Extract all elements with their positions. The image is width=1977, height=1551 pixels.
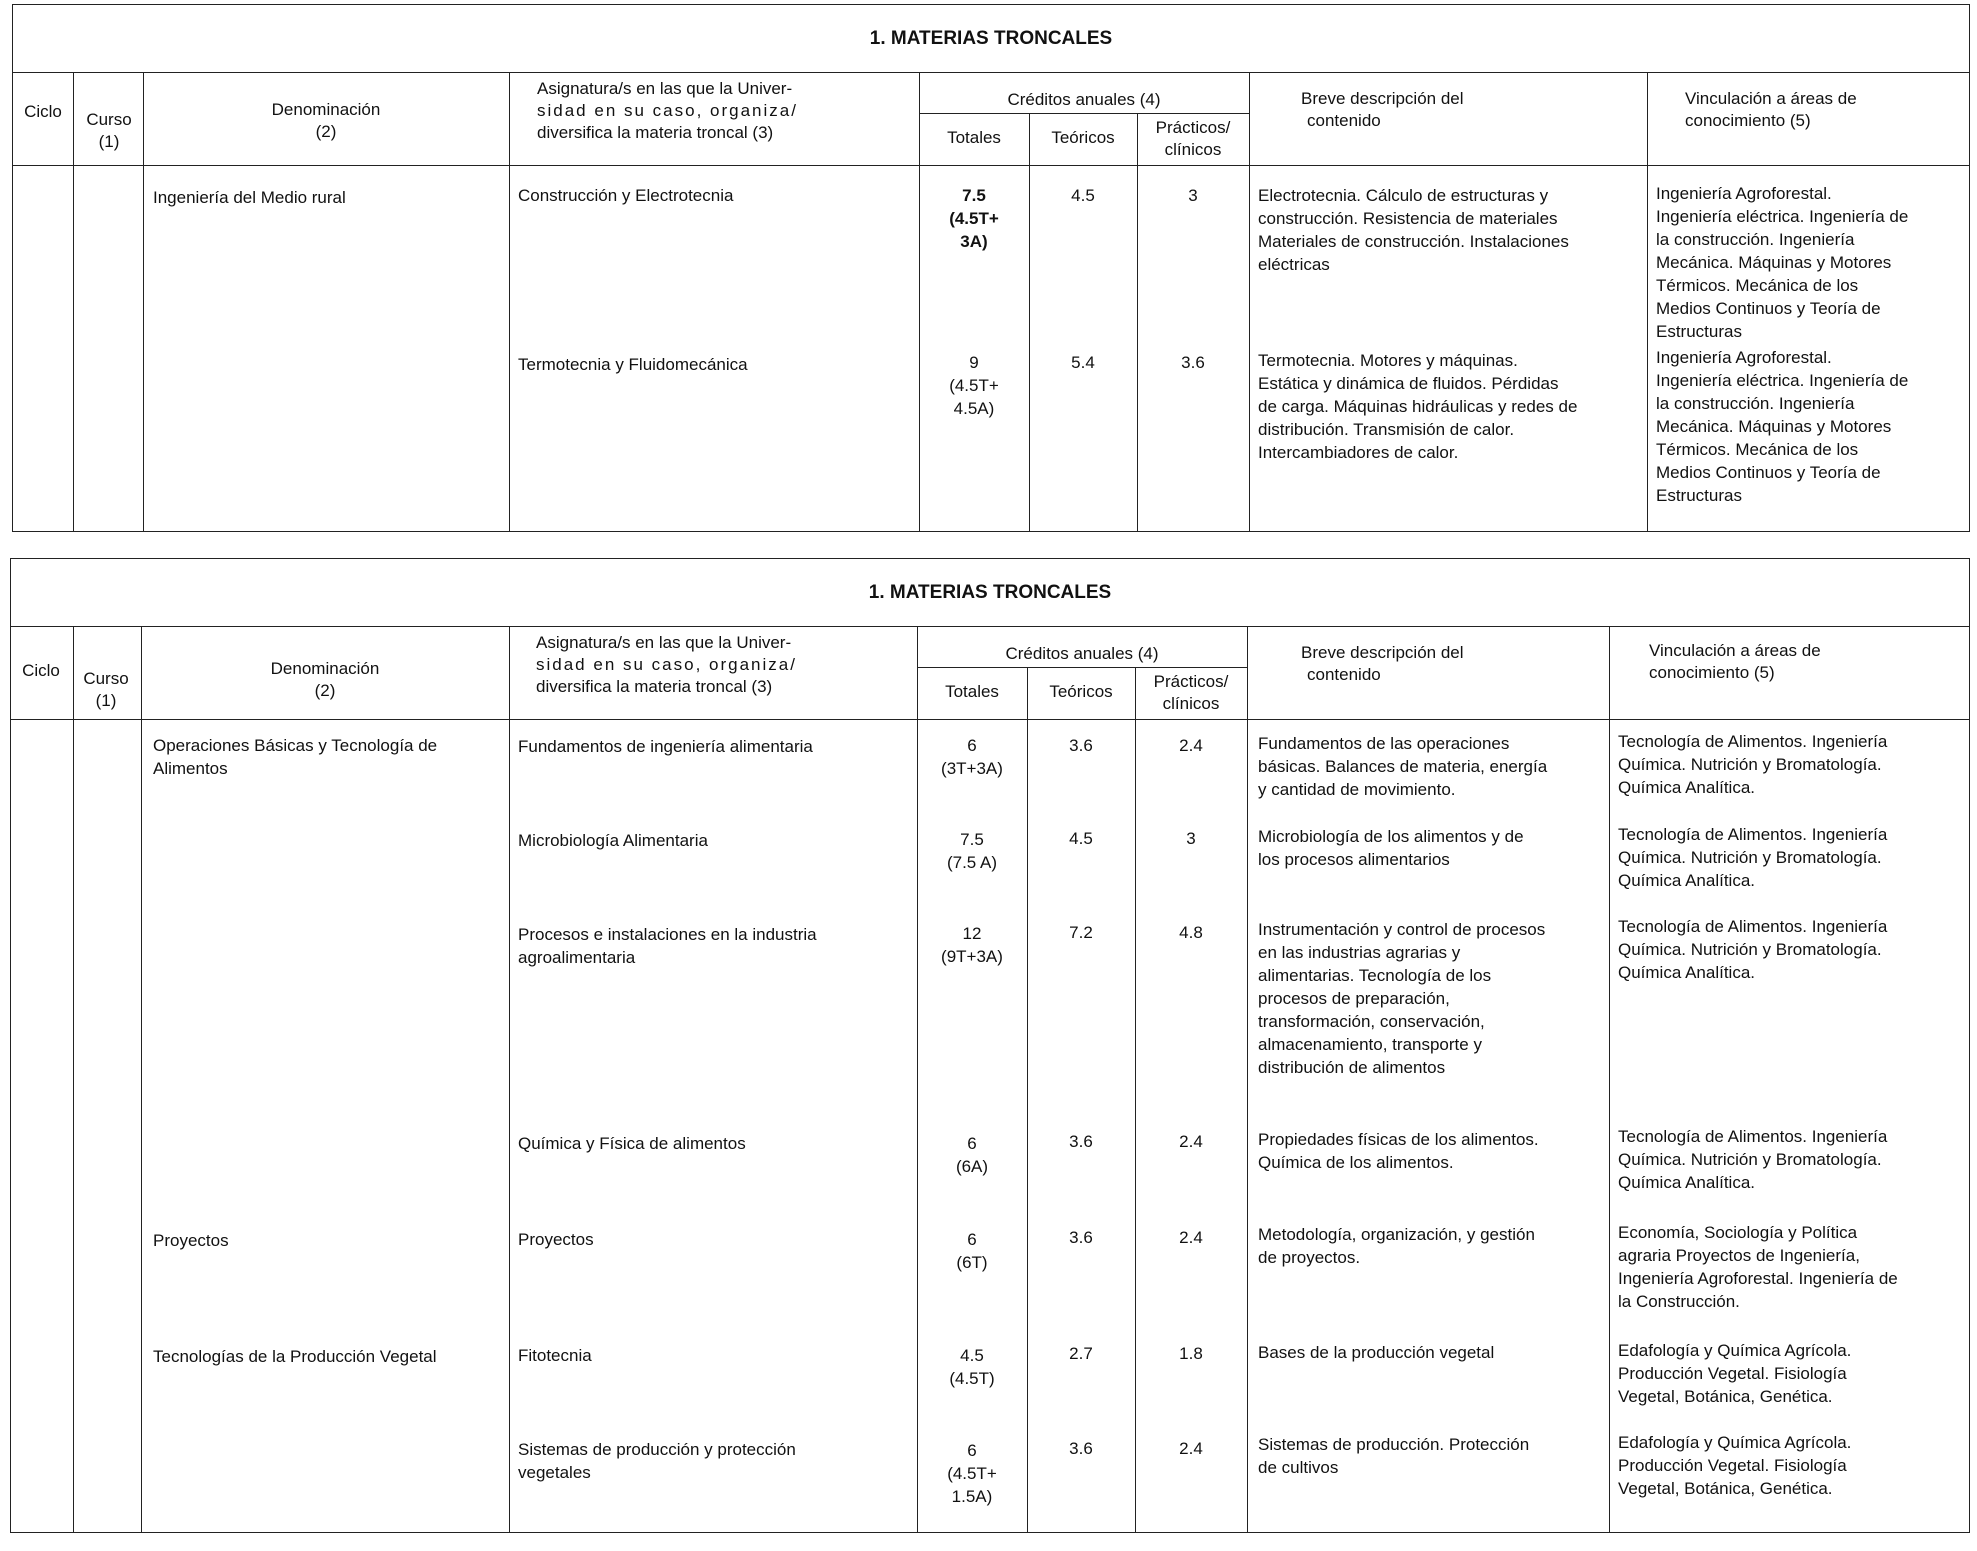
teoricos-quimica-fisica: 3.6	[1069, 1132, 1093, 1151]
header-contenido: contenido	[1307, 665, 1381, 684]
header-denominacion-num: (2)	[314, 681, 336, 700]
table-materias-troncales-1	[12, 4, 1970, 532]
denominacion-produccion-vegetal: Tecnologías de la Producción Vegetal	[153, 1347, 437, 1366]
header-asignaturas-2: sidad en su caso, organiza/	[536, 655, 797, 674]
descripcion-microbiologia: Microbiología de los alimentos y de los procesos alimentarios	[1258, 827, 1524, 869]
practicos-proyectos: 2.4	[1179, 1228, 1203, 1247]
header-denominacion: Denominación	[271, 100, 381, 119]
asignatura-fundamentos: Fundamentos de ingeniería alimentaria	[518, 737, 813, 756]
totales-proyectos: 6 (6T)	[956, 1230, 988, 1272]
header-curso: Curso	[83, 669, 129, 688]
descripcion-fundamentos: Fundamentos de las operaciones básicas. Balances de materia, energía y cantidad de movimiento.	[1258, 734, 1548, 799]
header-breve: Breve descripción del	[1301, 643, 1464, 662]
practicos-procesos: 4.8	[1179, 923, 1203, 942]
practicos-termotecnia: 3.6	[1181, 353, 1205, 372]
asignatura-termotecnia: Termotecnia y Fluidomecánica	[518, 355, 748, 374]
descripcion-quimica-fisica: Propiedades físicas de los alimentos. Química de los alimentos.	[1258, 1130, 1539, 1172]
teoricos-construccion: 4.5	[1071, 186, 1095, 205]
header-breve: Breve descripción del	[1301, 89, 1464, 108]
descripcion-fitotecnia: Bases de la producción vegetal	[1258, 1343, 1495, 1362]
asignatura-quimica-fisica: Química y Física de alimentos	[518, 1134, 746, 1153]
header-clinicos: clínicos	[1164, 140, 1222, 159]
header-practicos: Prácticos/	[1153, 672, 1229, 691]
header-curso-num: (1)	[95, 691, 117, 710]
asignatura-fitotecnia: Fitotecnia	[518, 1346, 592, 1365]
vinculacion-termotecnia: Ingeniería Agroforestal. Ingeniería eléctrica. Ingeniería de la construcción. Ingeniería Mecánica. Máquinas y Motores Térmicos. Mecánica de los Medios Continuos y Teoría de Estructuras	[1656, 348, 1909, 505]
totales-fundamentos: 6 (3T+3A)	[941, 736, 1003, 778]
header-teoricos: Teóricos	[1051, 128, 1115, 147]
practicos-fitotecnia: 1.8	[1179, 1344, 1203, 1363]
asignatura-sistemas-produccion: Sistemas de producción y protección vegetales	[518, 1440, 796, 1482]
header-vinculacion: Vinculación a áreas de	[1649, 641, 1821, 660]
header-practicos: Prácticos/	[1155, 118, 1231, 137]
table-materias-troncales-2	[10, 558, 1970, 1533]
teoricos-microbiologia: 4.5	[1069, 829, 1093, 848]
totales-microbiologia: 7.5 (7.5 A)	[946, 830, 998, 872]
header-asignaturas-3: diversifica la materia troncal (3)	[537, 123, 774, 142]
vinculacion-procesos: Tecnología de Alimentos. Ingeniería Química. Nutrición y Bromatología. Química Analítica.	[1618, 917, 1888, 982]
teoricos-termotecnia: 5.4	[1071, 353, 1095, 372]
practicos-microbiologia: 3	[1186, 829, 1196, 848]
teoricos-fundamentos: 3.6	[1069, 736, 1093, 755]
vinculacion-quimica-fisica: Tecnología de Alimentos. Ingeniería Química. Nutrición y Bromatología. Química Analítica.	[1618, 1127, 1888, 1192]
header-curso: Curso	[86, 110, 132, 129]
header-creditos: Créditos anuales (4)	[1007, 90, 1161, 109]
header-conocimiento: conocimiento (5)	[1685, 111, 1811, 130]
header-denominacion-num: (2)	[315, 122, 337, 141]
table-header	[11, 626, 1969, 720]
table-title: 1. MATERIAS TRONCALES	[11, 559, 1969, 627]
practicos-construccion: 3	[1188, 186, 1198, 205]
practicos-fundamentos: 2.4	[1179, 736, 1203, 755]
asignatura-construccion: Construcción y Electrotecnia	[518, 186, 734, 205]
descripcion-termotecnia: Termotecnia. Motores y máquinas. Estática y dinámica de fluidos. Pérdidas de carga. Máquinas hidráulicas y redes de distribución. Transmisión de calor. Intercambiadores de calor.	[1258, 351, 1578, 462]
practicos-sistemas-produccion: 2.4	[1179, 1439, 1203, 1458]
header-curso-num: (1)	[98, 132, 120, 151]
totales-construccion: 7.5 (4.5T+ 3A)	[949, 186, 999, 251]
asignatura-proyectos: Proyectos	[518, 1230, 594, 1249]
descripcion-proyectos: Metodología, organización, y gestión de proyectos.	[1258, 1225, 1535, 1267]
vinculacion-fundamentos: Tecnología de Alimentos. Ingeniería Química. Nutrición y Bromatología. Química Analítica.	[1618, 732, 1888, 797]
table-title: 1. MATERIAS TRONCALES	[13, 5, 1969, 73]
header-teoricos: Teóricos	[1049, 682, 1113, 701]
practicos-quimica-fisica: 2.4	[1179, 1132, 1203, 1151]
header-clinicos: clínicos	[1162, 694, 1220, 713]
vinculacion-proyectos: Economía, Sociología y Política agraria Proyectos de Ingeniería, Ingeniería Agroforestal. Ingeniería de la Construcción.	[1618, 1223, 1898, 1311]
header-ciclo: Ciclo	[24, 102, 62, 121]
teoricos-proyectos: 3.6	[1069, 1228, 1093, 1247]
vinculacion-microbiologia: Tecnología de Alimentos. Ingeniería Química. Nutrición y Bromatología. Química Analítica.	[1618, 825, 1888, 890]
header-asignaturas-3: diversifica la materia troncal (3)	[536, 677, 773, 696]
totales-sistemas-produccion: 6 (4.5T+ 1.5A)	[947, 1441, 997, 1506]
header-asignaturas-1: Asignatura/s en las que la Univer-	[536, 633, 792, 652]
denominacion-proyectos: Proyectos	[153, 1231, 229, 1250]
totales-procesos: 12 (9T+3A)	[941, 924, 1003, 966]
asignatura-procesos: Procesos e instalaciones en la industria agroalimentaria	[518, 925, 817, 967]
header-conocimiento: conocimiento (5)	[1649, 663, 1775, 682]
vinculacion-sistemas-produccion: Edafología y Química Agrícola. Producción Vegetal. Fisiología Vegetal, Botánica, Genética.	[1618, 1433, 1852, 1498]
descripcion-construccion: Electrotecnia. Cálculo de estructuras y construcción. Resistencia de materiales Materiales de construcción. Instalaciones eléctricas	[1258, 186, 1569, 274]
vinculacion-construccion: Ingeniería Agroforestal. Ingeniería eléctrica. Ingeniería de la construcción. Ingeniería Mecánica. Máquinas y Motores Térmicos. Mecánica de los Medios Continuos y Teoría de Estructuras	[1656, 184, 1909, 341]
asignatura-microbiologia: Microbiología Alimentaria	[518, 831, 708, 850]
header-denominacion: Denominación	[270, 659, 380, 678]
header-creditos: Créditos anuales (4)	[1005, 644, 1159, 663]
header-asignaturas-2: sidad en su caso, organiza/	[537, 101, 798, 120]
header-vinculacion: Vinculación a áreas de	[1685, 89, 1857, 108]
totales-fitotecnia: 4.5 (4.5T)	[949, 1346, 995, 1388]
teoricos-sistemas-produccion: 3.6	[1069, 1439, 1093, 1458]
header-ciclo: Ciclo	[22, 661, 60, 680]
denominacion-operaciones-basicas: Operaciones Básicas y Tecnología de Alimentos	[153, 736, 438, 778]
descripcion-sistemas-produccion: Sistemas de producción. Protección de cultivos	[1258, 1435, 1530, 1477]
descripcion-procesos: Instrumentación y control de procesos en las industrias agrarias y alimentarias. Tecnología de los procesos de preparación, transformación, conservación, almacenamiento, transporte y distribución de alimentos	[1258, 920, 1546, 1077]
header-contenido: contenido	[1307, 111, 1381, 130]
teoricos-procesos: 7.2	[1069, 923, 1093, 942]
header-totales: Totales	[945, 682, 999, 701]
denominacion-medio-rural: Ingeniería del Medio rural	[153, 188, 346, 207]
header-asignaturas-1: Asignatura/s en las que la Univer-	[537, 79, 793, 98]
header-totales: Totales	[947, 128, 1001, 147]
teoricos-fitotecnia: 2.7	[1069, 1344, 1093, 1363]
totales-quimica-fisica: 6 (6A)	[955, 1134, 989, 1176]
vinculacion-fitotecnia: Edafología y Química Agrícola. Producción Vegetal. Fisiología Vegetal, Botánica, Genética.	[1618, 1341, 1852, 1406]
table-header	[13, 72, 1969, 166]
totales-termotecnia: 9 (4.5T+ 4.5A)	[949, 353, 999, 418]
